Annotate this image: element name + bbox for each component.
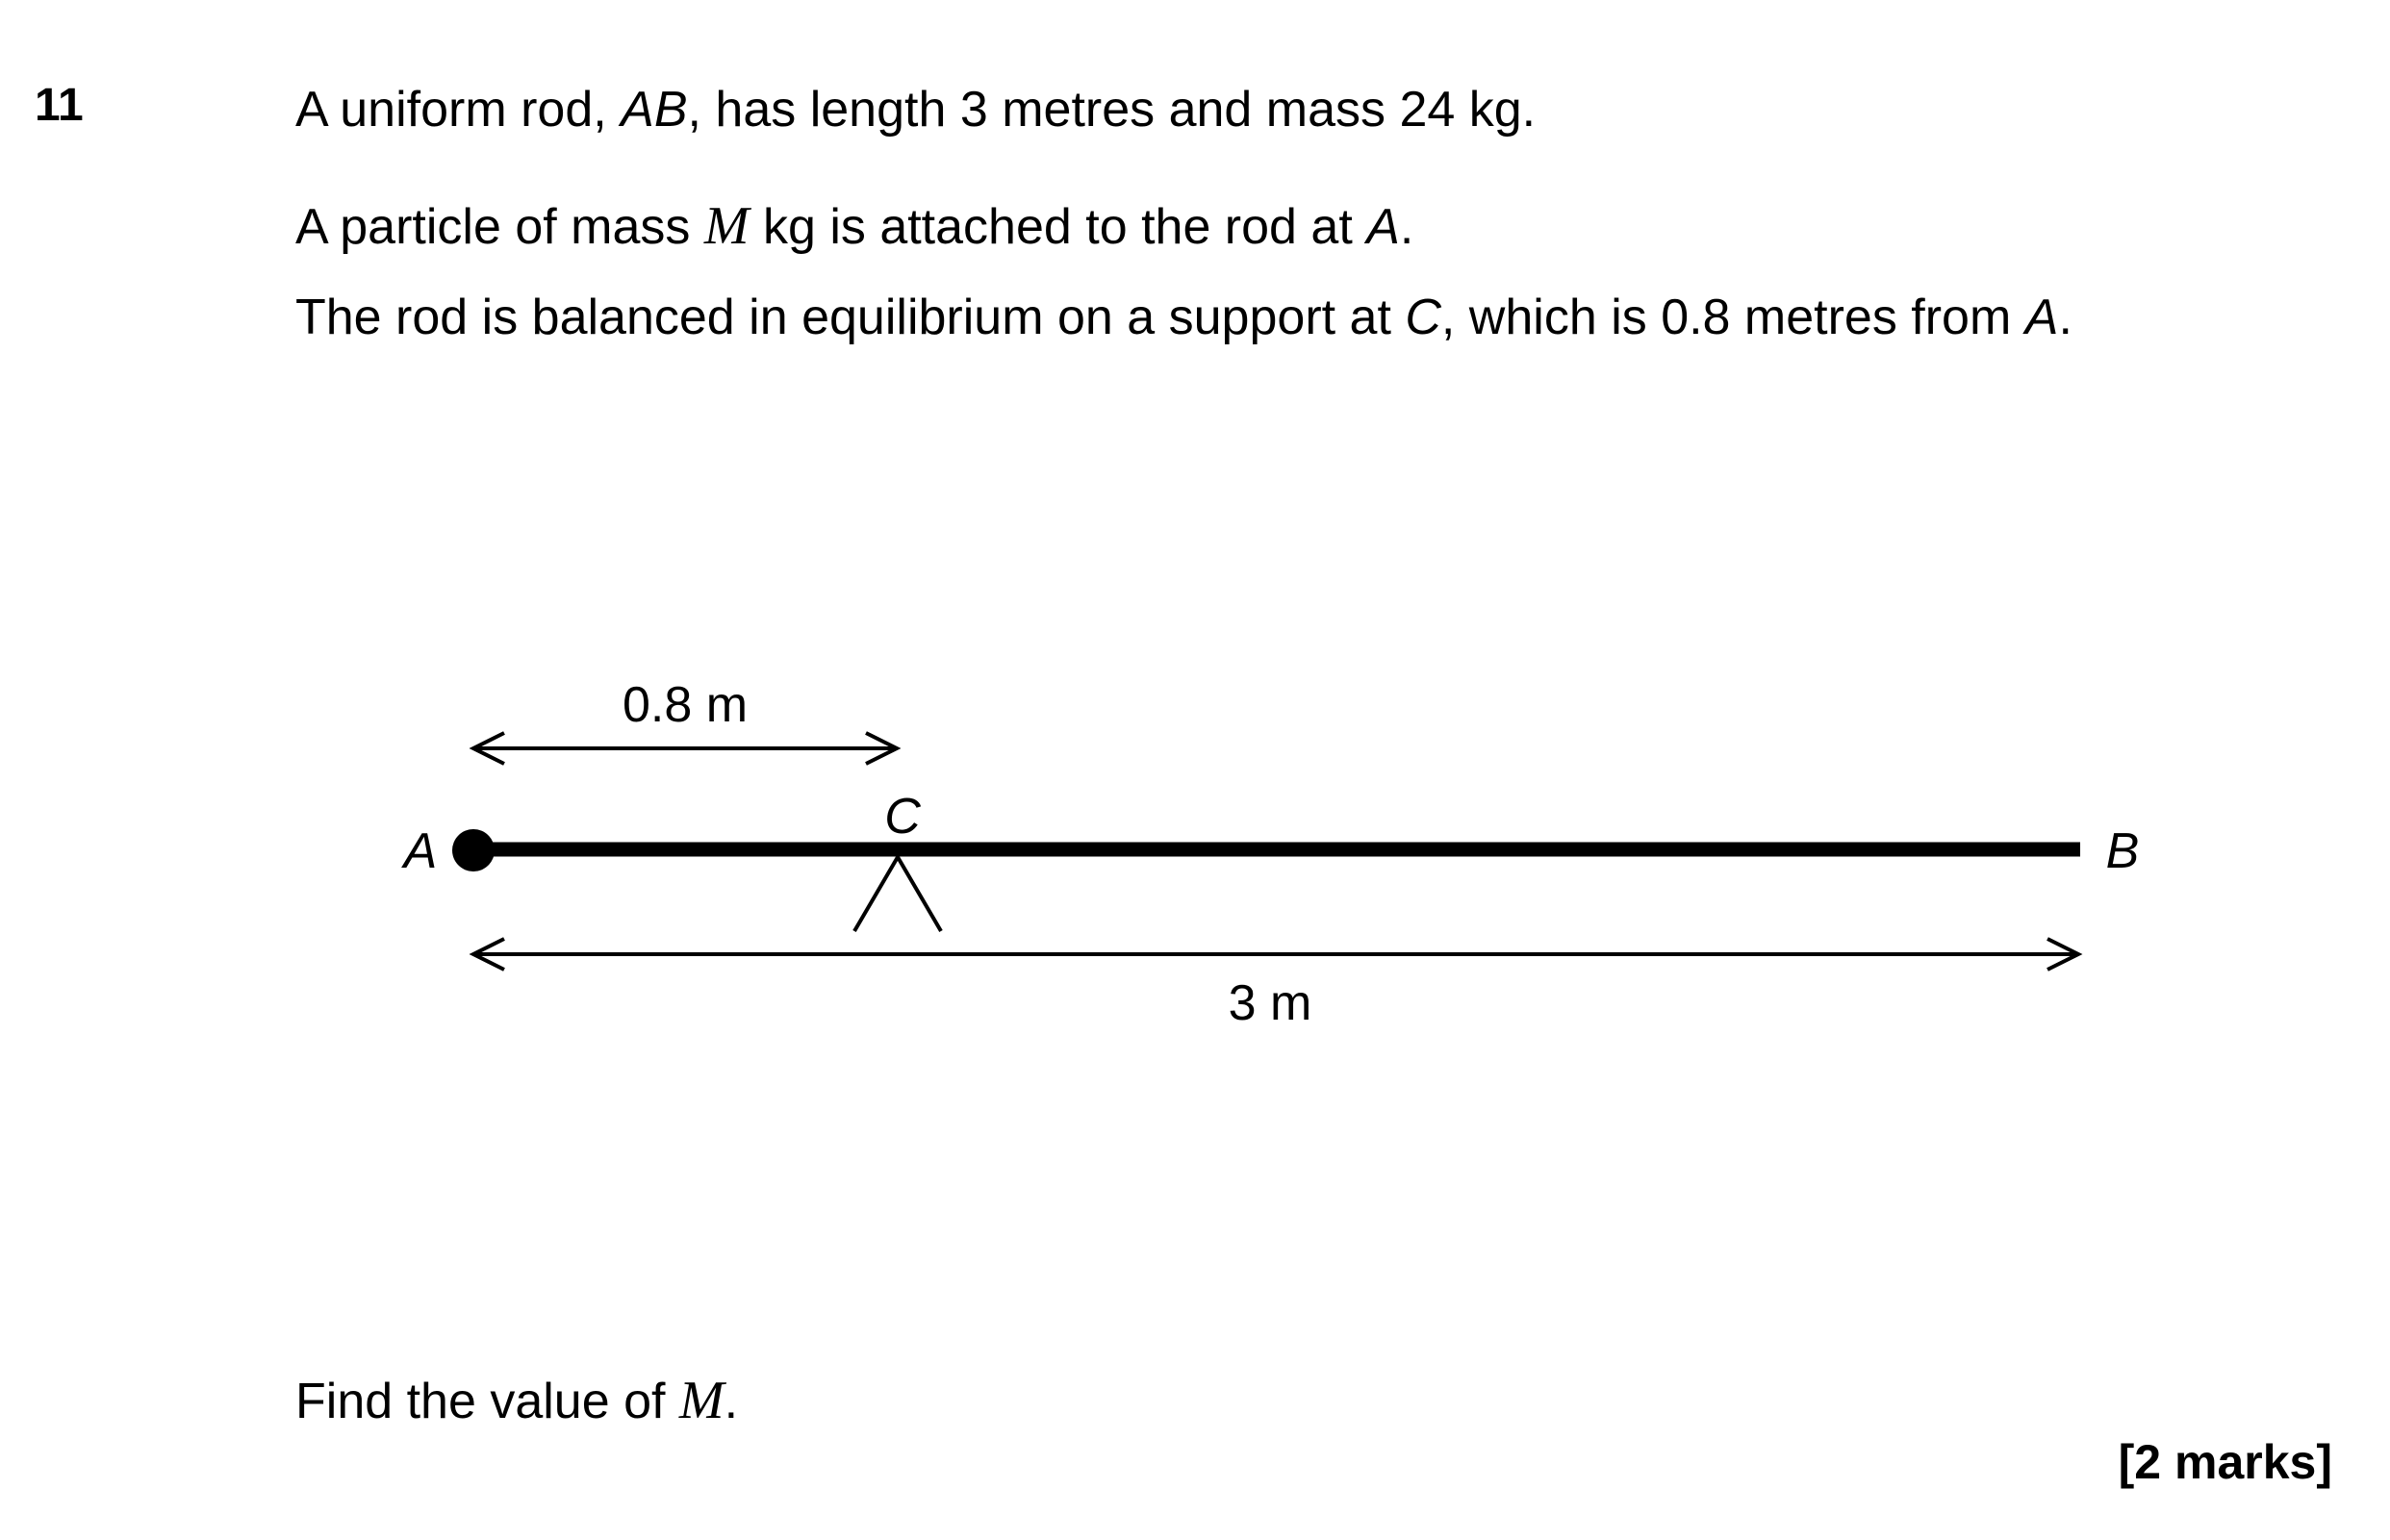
support-at-c	[854, 857, 941, 931]
line3-mid: , which is 0.8 metres from	[1440, 290, 2025, 345]
point-c-label: C	[884, 789, 921, 845]
line1-pre: A uniform rod,	[295, 82, 622, 138]
point-c-ref: C	[1405, 290, 1441, 345]
question-number: 11	[35, 80, 84, 131]
particle-at-a	[452, 829, 495, 871]
dimension-label-ab: 3 m	[1228, 975, 1312, 1031]
line3-pre: The rod is balanced in equilibrium on a support at	[295, 290, 1406, 345]
marks-label: [2 marks]	[2118, 1435, 2332, 1489]
dimension-arrow-ab	[473, 939, 2078, 970]
line2-end: .	[1399, 199, 1414, 255]
mass-variable: M	[703, 196, 750, 256]
dimension-label-ac: 0.8 m	[622, 677, 749, 733]
dimension-arrow-ac	[473, 733, 897, 764]
mass-variable-2: M	[678, 1371, 725, 1430]
line4-pre: Find the value of	[295, 1374, 679, 1429]
rod-label: AB	[621, 82, 688, 138]
point-a-label: A	[403, 823, 438, 879]
point-a-ref-2: A	[2024, 290, 2059, 345]
question-line-4	[295, 1370, 738, 1432]
point-a-ref: A	[1366, 199, 1400, 255]
line1-post: , has length 3 metres and mass 24 kg.	[687, 82, 1537, 138]
line4-end: .	[724, 1374, 739, 1429]
line2-pre: A particle of mass	[295, 199, 704, 255]
line3-end: .	[2058, 290, 2072, 345]
point-b-label: B	[2105, 823, 2140, 879]
line2-mid: kg is attached to the rod at	[749, 199, 1367, 255]
